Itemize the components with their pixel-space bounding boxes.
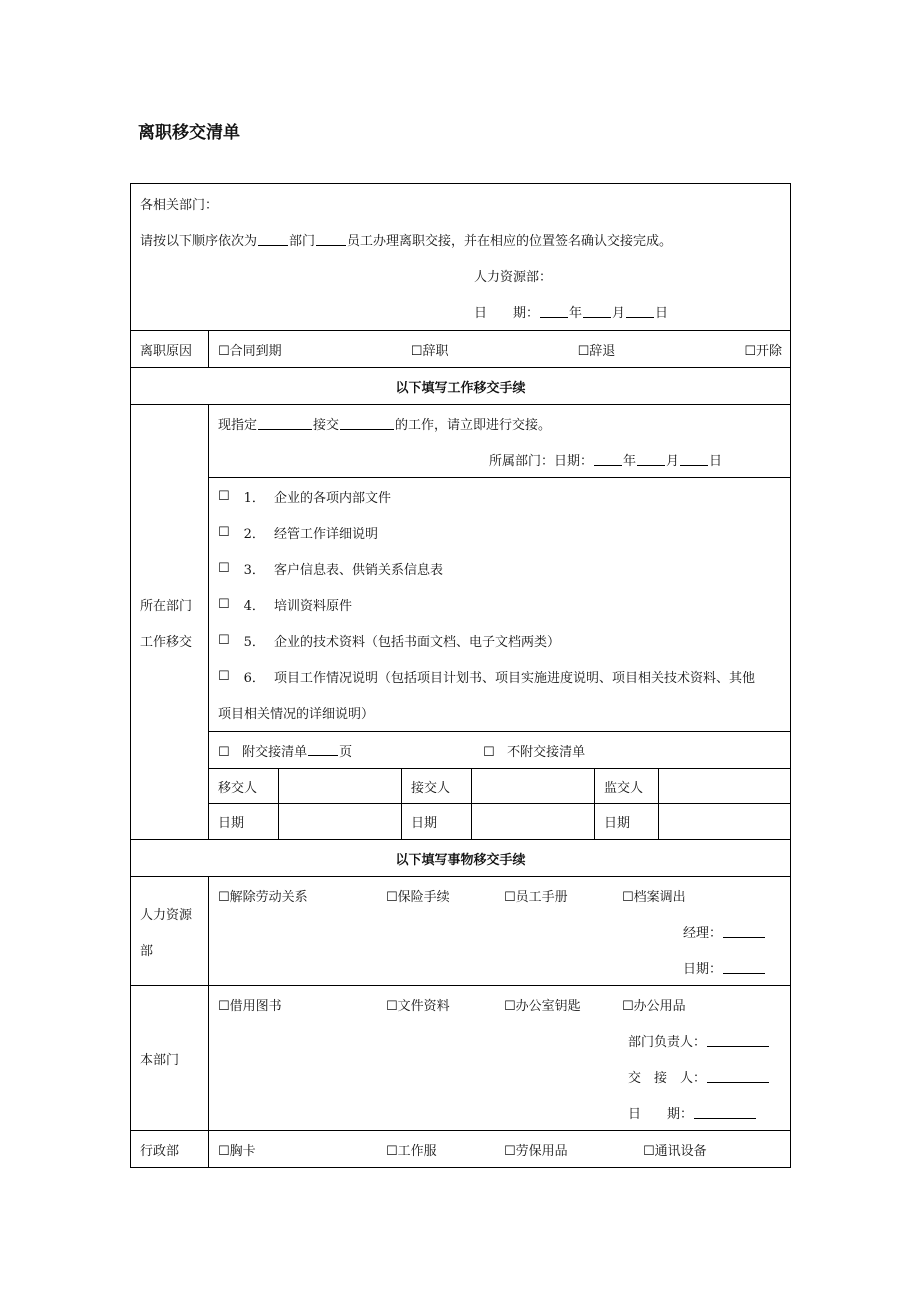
work-label: 所在部门 工作移交 [131, 405, 209, 840]
checkbox-icon[interactable]: ☐ [386, 889, 398, 905]
checkbox-icon[interactable]: ☐ [218, 1143, 230, 1159]
supervisor-label: 监交人 [595, 769, 659, 804]
attach-option[interactable]: ☐ 附交接清单 页 [218, 744, 353, 760]
checkbox-icon[interactable]: ☐ [483, 744, 495, 760]
pages-blank[interactable] [308, 743, 338, 756]
handover-date-label: 日期 [209, 804, 279, 840]
day-blank[interactable] [680, 453, 708, 466]
assignee-blank[interactable] [258, 417, 312, 430]
hr-label: 人力资源 部 [131, 877, 209, 986]
employee-blank[interactable] [316, 233, 346, 246]
assign-date: 所属部门：日期： 年 月 日 [489, 453, 723, 469]
reason-label: 离职原因 [131, 331, 209, 368]
hr-option[interactable]: ☐档案调出 [622, 889, 686, 905]
leaver-blank[interactable] [340, 417, 394, 430]
supervisor-date-label: 日期 [595, 804, 659, 840]
signer-row [131, 769, 791, 804]
own-dept-option[interactable]: ☐文件资料 [386, 998, 450, 1014]
dept-date-blank[interactable] [694, 1106, 756, 1119]
work-item[interactable]: ☐ 4． 培训资料原件 [218, 597, 352, 614]
receiver-date-field[interactable] [472, 804, 595, 840]
dept-date: 日 期： [218, 1094, 781, 1130]
work-item[interactable]: ☐ 5． 企业的技术资料（包括书面文档、电子文档两类） [218, 633, 560, 650]
handover-form [130, 183, 791, 1168]
checkbox-icon[interactable]: ☐ [410, 343, 423, 359]
hr-option[interactable]: ☐解除劳动关系 [218, 889, 308, 905]
work-section-row [131, 368, 791, 405]
own-dept-row [131, 986, 791, 1131]
reason-option[interactable]: ☐辞退 [577, 343, 616, 359]
checkbox-icon[interactable]: ☐ [386, 1143, 398, 1159]
goods-section-title: 以下填写事物移交手续 [131, 840, 791, 877]
own-dept-label: 本部门 [131, 986, 209, 1131]
work-assign-row [131, 405, 791, 478]
admin-options [218, 1131, 781, 1167]
receiver-sign-field[interactable] [472, 769, 595, 804]
own-dept-option[interactable]: ☐借用图书 [218, 998, 282, 1014]
checkbox-icon[interactable]: ☐ [622, 998, 634, 1014]
manager-sign-blank[interactable] [723, 925, 765, 938]
work-items-row [131, 478, 791, 732]
sign-date-row [131, 804, 791, 840]
admin-label: 行政部 [131, 1131, 209, 1168]
year-blank[interactable] [540, 305, 568, 318]
dept-receiver: 交 接 人： [218, 1058, 781, 1094]
hr-option[interactable]: ☐员工手册 [504, 889, 568, 905]
handover-date-field[interactable] [279, 804, 402, 840]
admin-option[interactable]: ☐通讯设备 [643, 1143, 707, 1159]
checkbox-icon[interactable]: ☐ [218, 633, 230, 648]
intro-date: 日 期： 年 月 日 [474, 305, 669, 321]
checkbox-icon[interactable]: ☐ [218, 597, 230, 612]
own-dept-option[interactable]: ☐办公室钥匙 [504, 998, 581, 1014]
dept-receiver-sign-blank[interactable] [707, 1070, 769, 1083]
intro-row [131, 184, 791, 331]
admin-option[interactable]: ☐工作服 [386, 1143, 437, 1159]
reason-option[interactable]: ☐辞职 [410, 343, 449, 359]
year-blank[interactable] [594, 453, 622, 466]
handover-label: 移交人 [209, 769, 279, 804]
day-blank[interactable] [626, 305, 654, 318]
checkbox-icon[interactable]: ☐ [218, 744, 230, 760]
checkbox-icon[interactable]: ☐ [218, 343, 230, 359]
order-blank[interactable] [258, 233, 288, 246]
reason-option[interactable]: ☐开除 [744, 343, 783, 359]
admin-row [131, 1131, 791, 1168]
instruction: 请按以下顺序依次为 部门 员工办理离职交接，并在相应的位置签名确认交接完成。 [140, 233, 673, 249]
no-attach-option[interactable]: ☐ 不附交接清单 [483, 744, 586, 760]
checkbox-icon[interactable]: ☐ [504, 998, 516, 1014]
reason-row [131, 331, 791, 368]
work-item[interactable]: ☐ 1． 企业的各项内部文件 [218, 489, 391, 506]
work-item[interactable]: ☐ 6． 项目工作情况说明（包括项目计划书、项目实施进度说明、项目相关技术资料、其他 [218, 669, 755, 686]
checkbox-icon[interactable]: ☐ [643, 1143, 655, 1159]
hr-row [131, 877, 791, 986]
hr-manager: 经理： [218, 913, 781, 949]
month-blank[interactable] [637, 453, 665, 466]
own-dept-option[interactable]: ☐办公用品 [622, 998, 686, 1014]
handover-sign-field[interactable] [279, 769, 402, 804]
reason-option[interactable]: ☐合同到期 [218, 343, 282, 359]
dept-head: 部门负责人： [218, 1022, 781, 1058]
dept-head-sign-blank[interactable] [707, 1034, 769, 1047]
checkbox-icon[interactable]: ☐ [218, 889, 230, 905]
receiver-label: 接交人 [402, 769, 472, 804]
admin-option[interactable]: ☐胸卡 [218, 1143, 256, 1159]
own-dept-options [218, 986, 781, 1022]
month-blank[interactable] [583, 305, 611, 318]
receiver-date-label: 日期 [402, 804, 472, 840]
work-section-title: 以下填写工作移交手续 [131, 368, 791, 405]
hr-options [218, 877, 781, 913]
checkbox-icon[interactable]: ☐ [577, 343, 590, 359]
checkbox-icon[interactable]: ☐ [218, 489, 230, 504]
checkbox-icon[interactable]: ☐ [218, 998, 230, 1014]
hr-date: 日期： [218, 949, 781, 985]
checkbox-icon[interactable]: ☐ [504, 1143, 516, 1159]
goods-section-row [131, 840, 791, 877]
hr-dept-label: 人力资源部： [474, 269, 553, 285]
admin-option[interactable]: ☐劳保用品 [504, 1143, 568, 1159]
hr-option[interactable]: ☐保险手续 [386, 889, 450, 905]
page-title: 离职移交清单 [138, 123, 240, 143]
attach-options [218, 732, 781, 768]
checkbox-icon[interactable]: ☐ [622, 889, 634, 905]
salutation: 各相关部门： [140, 197, 219, 213]
work-item[interactable]: ☐ 2． 经管工作详细说明 [218, 525, 378, 542]
work-item-continued: 项目相关情况的详细说明） [218, 707, 375, 722]
attach-row [131, 732, 791, 769]
assign-line: 现指定 接交 的工作，请立即进行交接。 [218, 417, 552, 433]
checkbox-icon[interactable]: ☐ [744, 343, 756, 359]
supervisor-date-field[interactable] [659, 804, 791, 840]
hr-date-blank[interactable] [723, 961, 765, 974]
checkbox-icon[interactable]: ☐ [218, 525, 230, 540]
checkbox-icon[interactable]: ☐ [386, 998, 398, 1014]
supervisor-sign-field[interactable] [659, 769, 791, 804]
checkbox-icon[interactable]: ☐ [218, 669, 230, 684]
work-item[interactable]: ☐ 3． 客户信息表、供销关系信息表 [218, 561, 443, 578]
checkbox-icon[interactable]: ☐ [218, 561, 230, 576]
reason-options [218, 331, 782, 367]
checkbox-icon[interactable]: ☐ [504, 889, 516, 905]
